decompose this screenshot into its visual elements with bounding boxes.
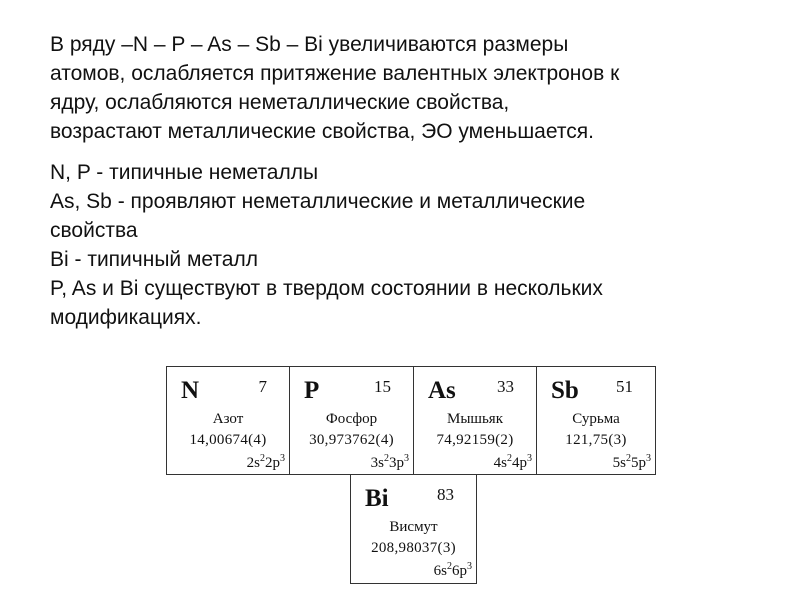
- atomic-mass: 121,75(3): [565, 432, 627, 448]
- text-line: атомов, ослабляется притяжение валентных электронов к: [50, 62, 620, 85]
- electron-config: $6s^26p^3$: [433, 561, 472, 579]
- text-line: ядру, ослабляются неметаллические свойства,: [50, 91, 510, 114]
- electron-config: $4s^24p^3$: [493, 453, 532, 471]
- atomic-number: 83: [437, 485, 454, 504]
- atomic-number: 15: [374, 377, 391, 396]
- atomic-mass: 14,00674(4): [189, 432, 267, 448]
- atomic-number: 51: [616, 377, 633, 396]
- element-cell-as: [413, 366, 537, 475]
- atomic-number: 7: [258, 377, 267, 396]
- element-symbol: Bi: [365, 485, 389, 512]
- atomic-mass: 74,92159(2): [436, 432, 514, 448]
- atomic-mass: 30,973762(4): [309, 432, 394, 448]
- element-symbol: P: [304, 377, 320, 404]
- paragraph-properties: [50, 158, 780, 332]
- electron-config: $5s^25p^3$: [612, 453, 651, 471]
- element-symbol: N: [181, 377, 200, 404]
- paragraph-trend: [50, 30, 780, 146]
- element-name: Азот: [212, 411, 244, 427]
- element-cell-bi: [350, 474, 477, 584]
- element-name: Висмут: [389, 519, 438, 535]
- allotropes-line: P, As и Bi существуют в твердом состоянии в нескольких модификациях.: [50, 277, 603, 329]
- element-cell-p: [289, 366, 414, 475]
- text-block: [50, 30, 780, 332]
- electron-config: $2s^22p^3$: [246, 453, 285, 471]
- element-name: Сурьма: [572, 411, 620, 427]
- element-symbol: Sb: [551, 377, 579, 404]
- element-cell-sb: [536, 366, 656, 475]
- text-line: возрастают металлические свойства, ЭО уменьшается.: [50, 120, 594, 143]
- atomic-mass: 208,98037(3): [371, 540, 456, 556]
- element-cell-n: [166, 366, 290, 475]
- electron-config: $3s^23p^3$: [370, 453, 409, 471]
- amphoteric-line: As, Sb - проявляют неметаллические и металлические свойства: [50, 190, 586, 242]
- element-symbol: As: [428, 377, 456, 404]
- atomic-number: 33: [497, 377, 514, 396]
- text-line: В ряду –N – P – As – Sb – Bi увеличиваются размеры: [50, 33, 569, 56]
- element-name: Фосфор: [325, 411, 378, 427]
- element-name: Мышьяк: [447, 411, 503, 427]
- metal-line: Bi - типичный металл: [50, 248, 258, 271]
- nonmetals-line: N, P - типичные неметаллы: [50, 161, 319, 184]
